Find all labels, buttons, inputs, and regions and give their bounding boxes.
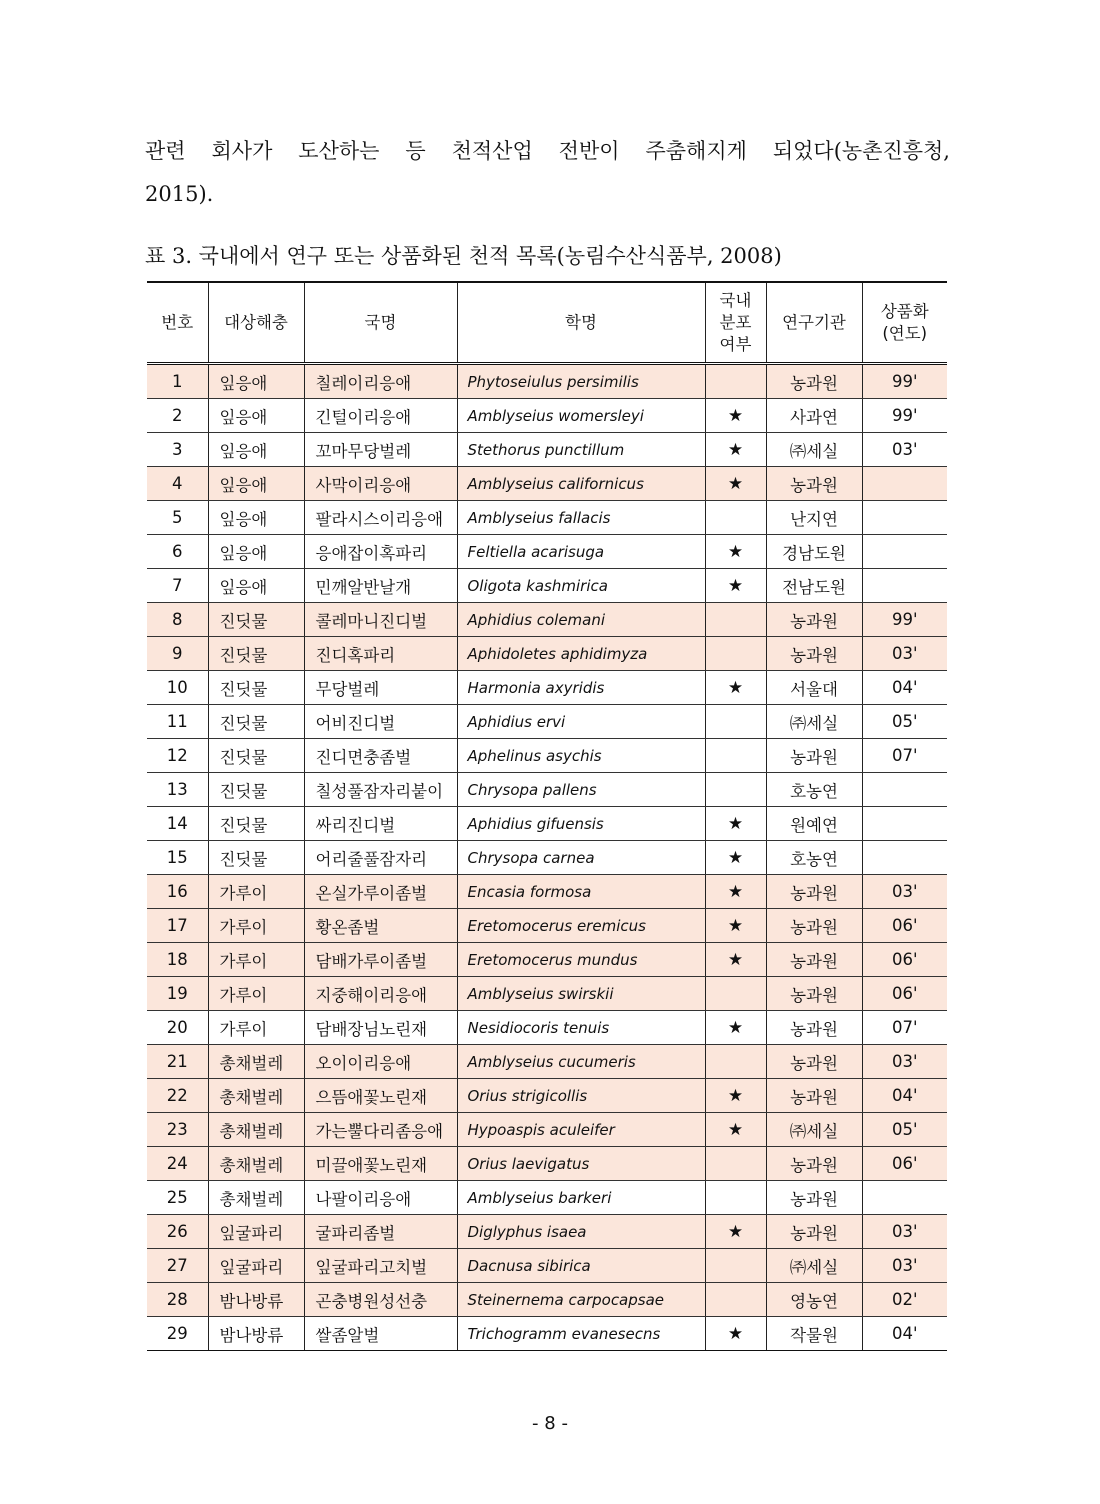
cell-target-pest: 진딧물 xyxy=(208,705,304,739)
cell-commercial-year: 99' xyxy=(862,399,947,433)
cell-target-pest: 진딧물 xyxy=(208,603,304,637)
cell-commercial-year: 03' xyxy=(862,1045,947,1079)
cell-target-pest: 진딧물 xyxy=(208,739,304,773)
cell-commercial-year xyxy=(862,1181,947,1215)
cell-institute: 농과원 xyxy=(766,739,862,773)
table-row xyxy=(147,977,947,1011)
cell-number: 16 xyxy=(147,875,208,909)
cell-commercial-year xyxy=(862,569,947,603)
cell-korean-name: 어비진디벌 xyxy=(304,705,457,739)
cell-scientific-name: Hypoaspis aculeifer xyxy=(457,1113,705,1147)
cell-domestic-distribution: ★ xyxy=(705,1011,766,1045)
header-pest: 대상해충 xyxy=(208,282,304,364)
cell-commercial-year: 06' xyxy=(862,943,947,977)
cell-commercial-year: 03' xyxy=(862,637,947,671)
cell-institute: 농과원 xyxy=(766,1147,862,1181)
page-number: - 8 - xyxy=(532,1413,568,1434)
cell-commercial-year: 05' xyxy=(862,1113,947,1147)
cell-target-pest: 총채벌레 xyxy=(208,1079,304,1113)
table-caption: 표 3. 국내에서 연구 또는 상품화된 천적 목록(농림수산식품부, 2008) xyxy=(145,244,782,268)
table-row xyxy=(147,705,947,739)
cell-domestic-distribution xyxy=(705,501,766,535)
cell-scientific-name: Aphidius colemani xyxy=(457,603,705,637)
cell-target-pest: 총채벌레 xyxy=(208,1045,304,1079)
cell-institute: 농과원 xyxy=(766,875,862,909)
table-row xyxy=(147,909,947,943)
cell-commercial-year: 99' xyxy=(862,603,947,637)
cell-domestic-distribution: ★ xyxy=(705,399,766,433)
cell-domestic-distribution: ★ xyxy=(705,909,766,943)
table-row xyxy=(147,535,947,569)
cell-institute: 호농연 xyxy=(766,773,862,807)
table-row xyxy=(147,943,947,977)
cell-number: 10 xyxy=(147,671,208,705)
table-row xyxy=(147,399,947,433)
cell-target-pest: 진딧물 xyxy=(208,671,304,705)
table-row xyxy=(147,569,947,603)
cell-institute: ㈜세실 xyxy=(766,705,862,739)
cell-institute: 서울대 xyxy=(766,671,862,705)
table-row xyxy=(147,671,947,705)
cell-scientific-name: Amblyseius cucumeris xyxy=(457,1045,705,1079)
cell-domestic-distribution xyxy=(705,637,766,671)
cell-target-pest: 가루이 xyxy=(208,875,304,909)
cell-institute: 농과원 xyxy=(766,1045,862,1079)
cell-target-pest: 잎응애 xyxy=(208,535,304,569)
table-row xyxy=(147,773,947,807)
cell-institute: 호농연 xyxy=(766,841,862,875)
cell-korean-name: 담배가루이좀벌 xyxy=(304,943,457,977)
cell-korean-name: 싸리진디벌 xyxy=(304,807,457,841)
cell-domestic-distribution xyxy=(705,1181,766,1215)
cell-number: 27 xyxy=(147,1249,208,1283)
cell-commercial-year: 04' xyxy=(862,1317,947,1351)
cell-korean-name: 오이이리응애 xyxy=(304,1045,457,1079)
table-row xyxy=(147,433,947,467)
table-row xyxy=(147,1181,947,1215)
cell-scientific-name: Phytoseiulus persimilis xyxy=(457,364,705,399)
cell-domestic-distribution xyxy=(705,1045,766,1079)
cell-korean-name: 으뜸애꽃노린재 xyxy=(304,1079,457,1113)
cell-number: 4 xyxy=(147,467,208,501)
cell-scientific-name: Orius strigicollis xyxy=(457,1079,705,1113)
cell-korean-name: 사막이리응애 xyxy=(304,467,457,501)
cell-korean-name: 민깨알반날개 xyxy=(304,569,457,603)
cell-institute: 농과원 xyxy=(766,1181,862,1215)
cell-target-pest: 잎응애 xyxy=(208,433,304,467)
cell-commercial-year: 06' xyxy=(862,909,947,943)
cell-korean-name: 굴파리좀벌 xyxy=(304,1215,457,1249)
cell-target-pest: 잎응애 xyxy=(208,467,304,501)
cell-domestic-distribution: ★ xyxy=(705,807,766,841)
cell-target-pest: 진딧물 xyxy=(208,637,304,671)
body-paragraph xyxy=(145,130,950,216)
cell-korean-name: 진디혹파리 xyxy=(304,637,457,671)
cell-scientific-name: Orius laevigatus xyxy=(457,1147,705,1181)
cell-domestic-distribution xyxy=(705,1147,766,1181)
cell-number: 20 xyxy=(147,1011,208,1045)
cell-korean-name: 긴털이리응애 xyxy=(304,399,457,433)
cell-scientific-name: Amblyseius swirskii xyxy=(457,977,705,1011)
cell-scientific-name: Amblyseius womersleyi xyxy=(457,399,705,433)
table-row xyxy=(147,841,947,875)
cell-korean-name: 담배장님노린재 xyxy=(304,1011,457,1045)
cell-korean-name: 미끌애꽃노린재 xyxy=(304,1147,457,1181)
cell-commercial-year xyxy=(862,807,947,841)
natural-enemy-table xyxy=(147,281,947,1351)
cell-korean-name: 응애잡이혹파리 xyxy=(304,535,457,569)
cell-commercial-year: 07' xyxy=(862,739,947,773)
cell-commercial-year xyxy=(862,467,947,501)
cell-target-pest: 진딧물 xyxy=(208,773,304,807)
cell-target-pest: 가루이 xyxy=(208,909,304,943)
header-korean-name: 국명 xyxy=(304,282,457,364)
cell-domestic-distribution: ★ xyxy=(705,841,766,875)
cell-institute: 농과원 xyxy=(766,637,862,671)
cell-korean-name: 콜레마니진디벌 xyxy=(304,603,457,637)
header-domestic-distribution: 국내 분포 여부 xyxy=(705,282,766,364)
cell-scientific-name: Trichogramm evanesecns xyxy=(457,1317,705,1351)
cell-domestic-distribution: ★ xyxy=(705,671,766,705)
cell-korean-name: 나팔이리응애 xyxy=(304,1181,457,1215)
cell-korean-name: 팔라시스이리응애 xyxy=(304,501,457,535)
cell-domestic-distribution: ★ xyxy=(705,1079,766,1113)
cell-korean-name: 지중해이리응애 xyxy=(304,977,457,1011)
cell-scientific-name: Encasia formosa xyxy=(457,875,705,909)
cell-institute: 농과원 xyxy=(766,603,862,637)
cell-scientific-name: Amblyseius californicus xyxy=(457,467,705,501)
table-body xyxy=(147,364,947,1351)
cell-number: 5 xyxy=(147,501,208,535)
cell-korean-name: 황온좀벌 xyxy=(304,909,457,943)
cell-korean-name: 칠성풀잠자리붙이 xyxy=(304,773,457,807)
cell-target-pest: 총채벌레 xyxy=(208,1181,304,1215)
table-row xyxy=(147,1283,947,1317)
cell-scientific-name: Diglyphus isaea xyxy=(457,1215,705,1249)
cell-korean-name: 무당벌레 xyxy=(304,671,457,705)
cell-scientific-name: Aphidius ervi xyxy=(457,705,705,739)
cell-number: 1 xyxy=(147,364,208,399)
table-row xyxy=(147,1317,947,1351)
cell-target-pest: 잎응애 xyxy=(208,399,304,433)
cell-target-pest: 잎굴파리 xyxy=(208,1215,304,1249)
cell-number: 19 xyxy=(147,977,208,1011)
table-row xyxy=(147,364,947,399)
cell-institute: 경남도원 xyxy=(766,535,862,569)
cell-number: 7 xyxy=(147,569,208,603)
cell-institute: 원예연 xyxy=(766,807,862,841)
cell-commercial-year: 03' xyxy=(862,875,947,909)
cell-commercial-year: 06' xyxy=(862,1147,947,1181)
cell-institute: 작물원 xyxy=(766,1317,862,1351)
cell-domestic-distribution xyxy=(705,1249,766,1283)
table-row xyxy=(147,501,947,535)
table-row xyxy=(147,1147,947,1181)
cell-institute: 농과원 xyxy=(766,909,862,943)
cell-target-pest: 밤나방류 xyxy=(208,1283,304,1317)
cell-target-pest: 잎굴파리 xyxy=(208,1249,304,1283)
cell-institute: 난지연 xyxy=(766,501,862,535)
cell-target-pest: 잎응애 xyxy=(208,501,304,535)
cell-target-pest: 진딧물 xyxy=(208,841,304,875)
cell-scientific-name: Amblyseius barkeri xyxy=(457,1181,705,1215)
table-row xyxy=(147,1215,947,1249)
cell-domestic-distribution xyxy=(705,773,766,807)
cell-korean-name: 잎굴파리고치벌 xyxy=(304,1249,457,1283)
cell-scientific-name: Aphidoletes aphidimyza xyxy=(457,637,705,671)
cell-number: 3 xyxy=(147,433,208,467)
table-row xyxy=(147,1045,947,1079)
paragraph-line: 관련 회사가 도산하는 등 천적산업 전반이 주춤해지게 되었다(농촌진흥청, xyxy=(145,139,950,163)
table-row xyxy=(147,807,947,841)
cell-number: 23 xyxy=(147,1113,208,1147)
cell-domestic-distribution xyxy=(705,603,766,637)
cell-institute: 농과원 xyxy=(766,364,862,399)
cell-institute: 농과원 xyxy=(766,1215,862,1249)
cell-number: 13 xyxy=(147,773,208,807)
table-row xyxy=(147,1011,947,1045)
cell-domestic-distribution: ★ xyxy=(705,1317,766,1351)
cell-number: 17 xyxy=(147,909,208,943)
cell-commercial-year xyxy=(862,535,947,569)
cell-institute: 농과원 xyxy=(766,977,862,1011)
cell-target-pest: 가루이 xyxy=(208,977,304,1011)
cell-domestic-distribution: ★ xyxy=(705,875,766,909)
cell-domestic-distribution xyxy=(705,739,766,773)
cell-number: 22 xyxy=(147,1079,208,1113)
cell-target-pest: 밤나방류 xyxy=(208,1317,304,1351)
cell-commercial-year: 02' xyxy=(862,1283,947,1317)
header-institute: 연구기관 xyxy=(766,282,862,364)
cell-institute: ㈜세실 xyxy=(766,1249,862,1283)
cell-target-pest: 가루이 xyxy=(208,1011,304,1045)
table-row xyxy=(147,1079,947,1113)
header-no: 번호 xyxy=(147,282,208,364)
cell-domestic-distribution: ★ xyxy=(705,569,766,603)
cell-korean-name: 칠레이리응애 xyxy=(304,364,457,399)
cell-target-pest: 총채벌레 xyxy=(208,1113,304,1147)
cell-scientific-name: Harmonia axyridis xyxy=(457,671,705,705)
cell-scientific-name: Aphelinus asychis xyxy=(457,739,705,773)
cell-number: 25 xyxy=(147,1181,208,1215)
cell-commercial-year: 07' xyxy=(862,1011,947,1045)
cell-korean-name: 가는뿔다리좀응애 xyxy=(304,1113,457,1147)
cell-institute: 전남도원 xyxy=(766,569,862,603)
cell-number: 2 xyxy=(147,399,208,433)
cell-target-pest: 총채벌레 xyxy=(208,1147,304,1181)
cell-scientific-name: Eretomocerus mundus xyxy=(457,943,705,977)
cell-institute: 사과연 xyxy=(766,399,862,433)
cell-institute: ㈜세실 xyxy=(766,1113,862,1147)
table-row xyxy=(147,1113,947,1147)
table-row xyxy=(147,467,947,501)
cell-institute: 농과원 xyxy=(766,1011,862,1045)
cell-scientific-name: Chrysopa carnea xyxy=(457,841,705,875)
cell-domestic-distribution: ★ xyxy=(705,943,766,977)
cell-target-pest: 진딧물 xyxy=(208,807,304,841)
table-header-row xyxy=(147,282,947,364)
cell-scientific-name: Chrysopa pallens xyxy=(457,773,705,807)
cell-scientific-name: Amblyseius fallacis xyxy=(457,501,705,535)
cell-domestic-distribution: ★ xyxy=(705,433,766,467)
cell-domestic-distribution xyxy=(705,1283,766,1317)
header-commercialization: 상품화 (연도) xyxy=(862,282,947,364)
cell-domestic-distribution: ★ xyxy=(705,1113,766,1147)
cell-target-pest: 잎응애 xyxy=(208,569,304,603)
header-scientific-name: 학명 xyxy=(457,282,705,364)
cell-domestic-distribution xyxy=(705,705,766,739)
cell-korean-name: 어리줄풀잠자리 xyxy=(304,841,457,875)
cell-number: 12 xyxy=(147,739,208,773)
cell-commercial-year: 03' xyxy=(862,1215,947,1249)
table-row xyxy=(147,739,947,773)
cell-number: 6 xyxy=(147,535,208,569)
cell-number: 11 xyxy=(147,705,208,739)
cell-korean-name: 쌀좀알벌 xyxy=(304,1317,457,1351)
cell-number: 18 xyxy=(147,943,208,977)
cell-scientific-name: Feltiella acarisuga xyxy=(457,535,705,569)
table-row xyxy=(147,875,947,909)
cell-scientific-name: Aphidius gifuensis xyxy=(457,807,705,841)
cell-institute: 영농연 xyxy=(766,1283,862,1317)
cell-number: 28 xyxy=(147,1283,208,1317)
cell-number: 14 xyxy=(147,807,208,841)
cell-number: 29 xyxy=(147,1317,208,1351)
cell-number: 15 xyxy=(147,841,208,875)
cell-korean-name: 꼬마무당벌레 xyxy=(304,433,457,467)
cell-target-pest: 가루이 xyxy=(208,943,304,977)
cell-institute: 농과원 xyxy=(766,943,862,977)
cell-commercial-year: 03' xyxy=(862,433,947,467)
cell-commercial-year xyxy=(862,841,947,875)
cell-scientific-name: Dacnusa sibirica xyxy=(457,1249,705,1283)
cell-scientific-name: Oligota kashmirica xyxy=(457,569,705,603)
cell-domestic-distribution xyxy=(705,364,766,399)
cell-number: 21 xyxy=(147,1045,208,1079)
cell-commercial-year xyxy=(862,773,947,807)
cell-korean-name: 진디면충좀벌 xyxy=(304,739,457,773)
table-row xyxy=(147,637,947,671)
cell-number: 24 xyxy=(147,1147,208,1181)
cell-domestic-distribution: ★ xyxy=(705,535,766,569)
cell-institute: ㈜세실 xyxy=(766,433,862,467)
cell-commercial-year: 03' xyxy=(862,1249,947,1283)
cell-number: 26 xyxy=(147,1215,208,1249)
cell-scientific-name: Stethorus punctillum xyxy=(457,433,705,467)
cell-commercial-year: 05' xyxy=(862,705,947,739)
cell-domestic-distribution: ★ xyxy=(705,1215,766,1249)
cell-domestic-distribution: ★ xyxy=(705,467,766,501)
cell-scientific-name: Eretomocerus eremicus xyxy=(457,909,705,943)
table-row xyxy=(147,603,947,637)
cell-commercial-year xyxy=(862,501,947,535)
cell-number: 9 xyxy=(147,637,208,671)
cell-institute: 농과원 xyxy=(766,467,862,501)
table-row xyxy=(147,1249,947,1283)
cell-korean-name: 온실가루이좀벌 xyxy=(304,875,457,909)
cell-commercial-year: 99' xyxy=(862,364,947,399)
cell-commercial-year: 04' xyxy=(862,1079,947,1113)
cell-scientific-name: Steinernema carpocapsae xyxy=(457,1283,705,1317)
cell-institute: 농과원 xyxy=(766,1079,862,1113)
cell-number: 8 xyxy=(147,603,208,637)
cell-scientific-name: Nesidiocoris tenuis xyxy=(457,1011,705,1045)
paragraph-line: 2015). xyxy=(145,182,214,206)
cell-domestic-distribution xyxy=(705,977,766,1011)
cell-commercial-year: 06' xyxy=(862,977,947,1011)
cell-target-pest: 잎응애 xyxy=(208,364,304,399)
cell-commercial-year: 04' xyxy=(862,671,947,705)
cell-korean-name: 곤충병원성선충 xyxy=(304,1283,457,1317)
